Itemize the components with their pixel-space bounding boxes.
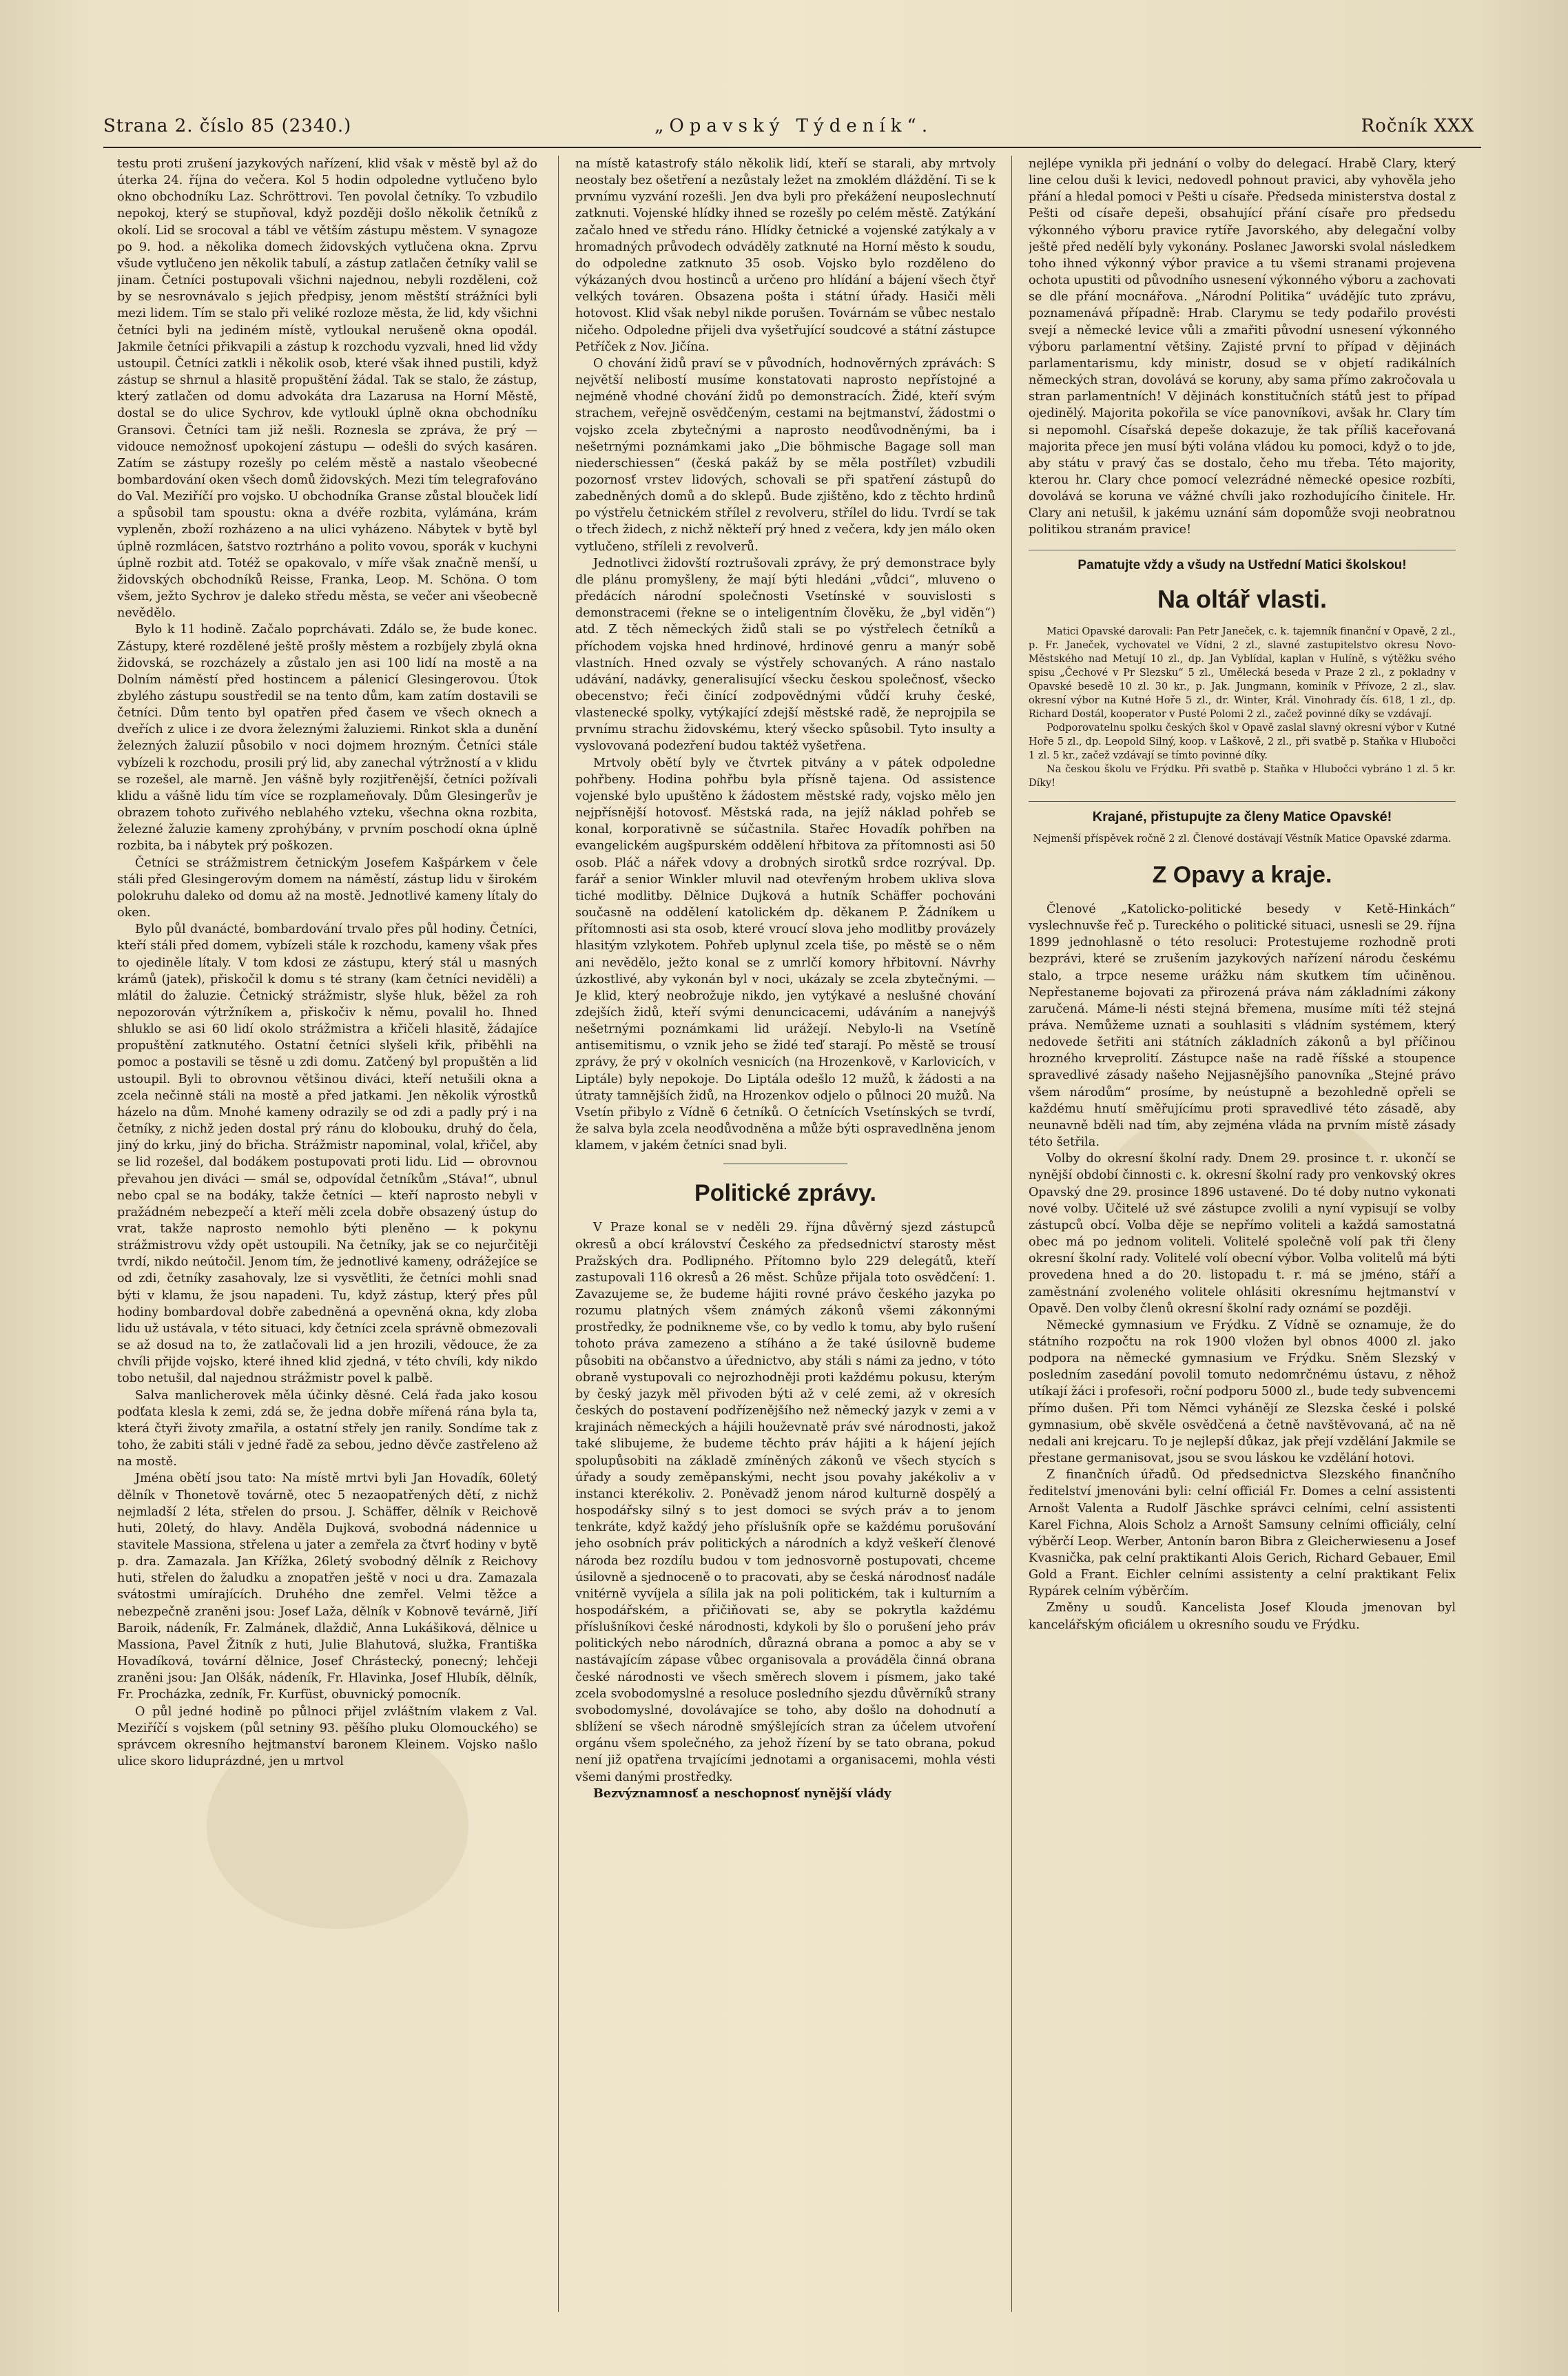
column-divider [1011, 156, 1012, 2312]
section-heading-politicke: Politické zprávy. [694, 1180, 876, 1207]
volume-number: Ročník XXX [1361, 116, 1474, 136]
header-rule [103, 147, 1481, 148]
newspaper-title: „Opavský Týdeník“. [654, 116, 933, 136]
paragraph: Salva manlicherovek měla účinky děsné. Celá řada jako kosou podťata klesla k zemi, zdá se, že jedna dobře mířená rána byla ta, která čtyři životy zmařila, a ostatní střely jen ranily. Sondíme tak z toho, že zabiti stáli v jedné řadě za sebou, jedno děvče zastřeleno až na mostě. [117, 1388, 537, 1469]
paragraph: Z finančních úřadů. Od předsednictva Slezského finančního ředitelství jmenováni byli: celní officiál Fr. Domes a celní assistenti Arnošt Valenta a Rudolf Jäschke správci celními, celní assistenti Karel Fichna, Alois Scholz a Arnošt Samsuny celními officiály, celní výběrčí Leop. Werber, Antonín baron Bibra z Gleicherwiesenu a Josef Kvasnička, pak celní praktikanti Alois Gerich, Richard Gebauer, Emil Gold a Frant. Eichler celními assistenty a celní praktikant Felix Rypárek celním výběrčím. [1029, 1468, 1456, 1599]
paragraph: O půl jedné hodině po půlnoci přijel zvláštním vlakem z Val. Meziříčí s vojskem (půl setniny 93. pěšího pluku Olomouckého) se správcem okresního hejtmanství baronem Kleinem. Vojsko našlo ulice skoro liduprázdné, jen u mrtvol [117, 1704, 537, 1768]
section-heading-oltar: Na oltář vlasti. [1157, 584, 1328, 613]
paragraph: Bylo půl dvanácté, bombardování trvalo přes půl hodiny. Četníci, kteří stáli před domem, vybízeli stále k rozchodu, kameny však přes to ojediněle lítaly. V tom kdosi ze zástupu, který stál u masných krámů (jatek), přiskočil k domu s té strany (kam četníci neviděli) a mlátil do žaluzie. Četnický strážmistr, slyše hluk, běžel za roh nepozorován výtržníkem a, přiskočiv k němu, povalil ho. Ihned shluklo se asi 60 lidí okolo strážmistra a křičeli hlasitě, žádajíce propuštění zatknutého. Ostatní četníci slyšeli křik, přiběhli na pomoc a postavili se těsně u zdi domu. Zatčený byl propuštěn a lid ustoupil. Byli to obrovnou většinou diváci, kteří netušili okna a zcela nečinně stáli na mostě a před jatkami. Jen několik výrostků házelo na dům. Mnohé kameny odrazily se od zdi a padly prý i na četníky, z nichž jeden dostal prý ránu do klobouku, druhý do čela, jiný do krku, jiný do břicha. Strážmistr napominal, volal, křičel, aby se lid rozešel, dal bodákem postupovati proti lidu. Lid — obrovnou převahou jen diváci — smál se, odpovídal četníkům „Stáva!“, ubnul nebo cpal se na bodáky, takže četníci — kteří naprosto nebyli v pražádném nebezpečí a kteří měli zcela dobře obsazený ústup do vrat, takže naprosto nemohlo býti pleněno — k pokynu strážmistrovu vždy opět ustoupili. Na četníky, jak se co nejurčitěji tvrdí, nikdo neútočil. Jenom tím, že jednotlivé kameny, odrážejíce se od zdi, četníky zasahovaly, lze si vysvětliti, že četníci mohli snad býti v klamu, že jsou napadeni. Tu, když zástup, který přes půl hodiny bombardoval dobře zabedněná a opevněná okna, kdy zloba lidu už ustávala, v této situaci, kdy četníci zcela správně obmezovali se až dosud na to, že zatlačovali lid a jen hrozili, vědouce, že za chvíli přijde vojsko, které ihned klid zjedná, v této chvíli, kdy nikdo tobo netušil, dal najednou strážmistr povel k palbě. [117, 922, 537, 1386]
paragraph: Změny u soudů. Kancelista Josef Klouda jmenovan byl kancelářským oficiálem u okresního soudu ve Frýdku. [1029, 1601, 1456, 1632]
paragraph-heading: Bezvýznamnosť a neschopnosť nynější vlády [593, 1786, 891, 1801]
paragraph: Německé gymnasium ve Frýdku. Z Vídně se oznamuje, že do státního rozpočtu na rok 1900 vložen byl obnos 4000 zl. jako podpora na německé gymnasium ve Frýdku. Sněm Slezský v posledním zasedání povolil tomuto nedomrčnému ústavu, z něhož utíkají žáci i profesoři, roční podporu 5000 zl., bude tedy subvencemi přímo dušen. Při tom Němci vyhánějí ze Slezska české i polské gymnasium, obě skvěle osvědčená a četně navštěvovaná, ač na ně nedali ani krejcaru. To je nejlepší důkaz, jak přejí vzdělání Jakmile se přestane germanisovat, jsou se svou láskou ke vzdělání hotovi. [1029, 1318, 1456, 1466]
paragraph: Volby do okresní školní rady. Dnem 29. prosince t. r. ukončí se nynější období činnosti c. k. okresní školní rady pro venkovský okres Opavský dne 29. prosince 1896 ustavené. Do té doby nutno vykonati nové volby. Učitelé už své zástupce zvolili a nyní vypisují se volby zástupců obcí. Volba děje se nepřímo voliteli a každá samostatná obec má po jednom voliteli. Volitelé společně volí pak tři členy okresní školní rady. Volitelé volí obecní výbor. Volba volitelů má býti provedena hned a do 20. listopadu t. r. má se jméno, stáří a zaměstnání zvoleného volitele ohlásiti okresnímu hejtmanství v Opavě. Den volby členů okresní školní rady oznámí se později. [1029, 1152, 1456, 1316]
paragraph: nejlépe vynikla při jednání o volby do delegací. Hrabě Clary, který line celou duši k levici, nedovedl pohnout pravici, aby vyhověla jeho přání a hledal pomoci v Pešti u císaře. Předseda ministerstva dostal z Pešti od císaře depeši, obsahující přání císaře pro předsedu výkonného výboru pravice rytíře Javorského, aby delegační volby ještě před nedělí byly vykonány. Poslanec Jaworski svolal následkem toho ihned výkonný výbor pravice a tu všemi stranami projevena ochota upustiti od původního usnesení výkonného výboru a zachovati se dle přání mocnářova. „Národní Politika“ uvádějíc tuto zprávu, poznamenává případně: Hrab. Clarymu se tedy podařilo provésti svejí a německé levice vůli a zmařiti původní usnesení výkonného výboru parlamentní většiny. Zajisté první to případ v dějinách parlamentarismu, kdy ministr, dosud se v objetí radikálních německých stran, dovolává se koruny, aby sama přímo zakročovala u stran parlamentních! V dějinách konstitučních států jest to případ ojedinělý. Majorita pokořila se více panovníkovi, avšak hr. Clary tím si nepomohl. Císařská depeše dokazuje, že tak příliš kaceřovaná majorita přece jen musí býti volána vládou ku pomoci, když o to jde, aby státu v pravý čas se dostalo, čeho mu třeba. Této majority, kterou hr. Clary chce pomocí velezrádné německé opesice rozbíti, dovolává se koruna ve vážné chvíli jako rozhodujícího činitele. Hr. Clary ani netušil, k jakému uznání sám dopomůže svoji neobratnou politikou stranám pravice! [1029, 157, 1456, 537]
paragraph: Jednotlivci židovští roztrušovali zprávy, že prý demonstrace byly dle plánu promyšleny, že mají býti hledáni „vůdci“, mluveno o předácích národní společnosti Vsetínské v souvislosti s demonstracemi (řekne se o inteligentním člověku, že „byl viděn“) atd. Z těch německých židů stali se po výstřelech četníků a příchodem vojska hned hrdinové, hrdinové genru a manýr sobě vlastních. Hned ozvaly se výstřely schovaných. A ráno nastalo udávání, nadávky, generalisující všecku českou společnosť, všecko obecenstvo; řeči činící zodpovědnými vůdčí kruhy české, vlastenecké spolky, vytýkající zdejší městské radě, že neprojpila se prvnímu strachu židovskému, který všecko spůsobil. Tyto insulty a vyslovovaná podezření budou taktéž vyšetřena. [575, 556, 996, 754]
paragraph: Jména obětí jsou tato: Na místě mrtvi byli Jan Hovadík, 60letý dělník v Thonetově továrně, otec 5 nezaopatřených dětí, z nichž nejmladší 2 léta, střelen do prsou. J. Schäffer, dělník v Reichově huti, 20letý, do hlavy. Anděla Dujková, svobodná nádennice u stavitele Massiona, střelena u jater a zemřela za čtvrť hodiny v bytě p. dra. Zamazala. Jan Křížka, 26letý svobodný dělník z Reichovy huti, střelen do žaludku a znopatřen ještě v noci u dra. Zamazala svátostmi umírajících. Druhého dne zemřel. Velmi těžce a nebezpečně zraněni jsou: Josef Laža, dělník v Kobnově tevárně, Jiří Baroik, nádeník, Fr. Zalmánek, dlaždič, Anna Lukášiková, dělnice u Massiona, Pavel Žitník z huti, Julie Blahutová, služka, Františka Hovadíková, tovární dělnice, Josef Chrástecký, ponecný; lehčeji zraněni jsou: Jan Olšák, nádeník, Fr. Hlavinka, Josef Hlubík, dělník, Fr. Procházka, zedník, Fr. Kurfüst, obuvnický pomocník. [117, 1471, 537, 1702]
paragraph: O chování židů praví se v původních, hodnověrných zprávách: S největší nelibostí musíme konstatovati naprosto nepřístojné a nejméně vhodné chování židů po demonstracích. Židé, kteří svým strachem, veřejně osvědčeným, cestami na bejtmanství, žádostmi o vojsko zcela zbytečnými a naprosto neodůvodněnými, ba i nešetrnými poznámkami jako „Die böhmische Bagage soll man niederschiessen“ (česká pakáž by se měla postřílet) vzbudili pozornosť vrstev lidových, schovali se při spatření zástupů do zabedněných domů a do sklepů. Bude zjištěno, kdo z těchto hrdinů po výstřelu četnickém střílel z revolveru, střílel do lidu. Tvrdí se tak o třech židech, z nichž někteří prý hned z večera, kdy jen málo oken vytlučeno, stříleli z revolverů. [575, 356, 996, 554]
page-number: Strana 2. číslo 85 (2340.) [103, 116, 352, 136]
paragraph: Mrtvoly obětí byly ve čtvrtek pitvány a v pátek odpoledne pohřbeny. Hodina pohřbu byla přísně tajena. Od assistence vojenské bylo upuštěno k žádostem městské rady, vojsko mělo jen nejpřísnější hotovosť. Městská rada, na jejíž náklad pohřeb se konal, korporativně se súčastnila. Stařec Hovadík pohřben na evangelickém augšpurském oddělení hřbitova za přítomnosti asi 50 osob. Pláč a nářek vdovy a drobných sirotků srdce rozrýval. Dp. farář a senior Winkler mluvil nad otevřeným hrobem ukliva slova tiché modlitby. Dělnice Dujková a hutník Schäffer pochováni současně na oddělení katolickém dp. děkanem P. Žádníkem u přítomnosti asi sta osob, které vroucí slova jeho modlitby provázely hlasitým vzlykotem. Pohřeb uplynul zcela tiše, po městě se o něm ani nevědělo, ježto konal se z umrlčí komory hřbitovní. Návrhy úzkostlivé, aby vykonán byl v noci, ukázaly se zcela zbytečnými. — Je klid, který neobrožuje nikdo, jen vytýkavé a neslušné chování zdejších židů, kteří svými denuncicacemi, udáváním a nanejvýš nešetrnými poznámkami lid urážejí. Nebylo-li na Vsetíně antisemitismu, o vznik jeho se židé teď starají. Po městě se trousí zprávy, že prý v okolních vesnicích (na Hrozenkově, v Karlovicích, v Liptále) byly nepokoje. Do Liptála odešlo 12 mužů, k žádosti a na útraty tamnějších židů, na Hrozenkov odjelo o půlnoci 20 mužů. Na Vsetín přibylo z Vídně 6 četníků. O četnících Vsetínských se tvrdí, že salva byla zcela neodůvodněna a může býti ospravedlněna jenom klamem, v jakém četníci snad byli. [575, 756, 996, 1153]
krajane-banner: Krajané, přistupujte za členy Matice Opavské! [1029, 801, 1456, 825]
article-column-2 [575, 156, 996, 2322]
paragraph: testu proti zrušení jazykových nařízení, klid však v městě byl až do úterka 24. října do večera. Kol 5 hodin odpoledne vytlučeno bylo okno obchodníku Laz. Schröttrovi. Ten povolal četníky. To vzbudilo nepokoj, který se stupňoval, když později došlo několik četníků z okolí. Lid se srocoval a tábl ve větším zástupu městem. V synagoze po 9. hod. a několika domech židovských vytlučena okna. Zprvu všude vytlučeno jen několik tabulí, a zástup zatlačen četníky valil se jinam. Četníci postupovali všichni najednou, nebyli rozděleni, což by se nesrovnávalo s jejich předpisy, jenom městští strážníci byli mezi lidem. Tím se stalo při veliké rozloze města, že lid, kdy všichni četníci byli na jediném místě, vytloukal nerušeně okna opodál. Jakmile četníci přikvapili a zástup k rozchodu vyzvali, hned lid vždy ustoupil. Četníci zatkli i několik osob, které však ihned pustili, když zástup se shrnul a hlasitě propuštění žádal. Tak se stalo, že zástup, který zatlačen od domu advokáta dra Lazarusa na Horní Městě, dostal se do ulice Sychrov, kde vytloukl úplně okna obchodníku Gransovi. Četníci tam již nešli. Roznesla se zpráva, že prý — vidouce nemožnosť upokojení zástupu — odešli do svých kasáren. Zatím se zástupy rozešly po celém městě a nastalo všeobecné bombardování oken všech domů židovských. Mezi tím telegrafováno do Val. Meziříčí pro vojsko. U obchodníka Granse zůstal blouček lidí a spůsobil tam spoustu: okna a dvéře rozbita, vylámána, krám vypleněn, zboží rozházeno a na ulici vyházeno. Nábytek v bytě byl úplně rozmlácen, šatstvo roztrháno a polito vovou, sporák v kuchyni úplně rozbit atd. Totéž se opakovalo, v míře však značně menší, u židovských obchodníků Reisse, Franka, Leop. M. Schöna. O tom všem, ježto Sychrov je daleko středu města, se večer ani všeobecně nevědělo. [117, 157, 537, 621]
donation-notice: Matici Opavské darovali: Pan Petr Janeček, c. k. tajemník finanční v Opavě, 2 zl., p. Fr. Janeček, vychovatel ve Vídni, 2 zl., slavné zastupitelstvo okresu Novo-Městského nad Metují 10 zl., dp. Jan Vyblídal, kaplan v Hulíně, s výtěžku svého spisu „Čechové v Pr Slezsku“ 5 zl., Umělecká beseda v Praze 2 zl., z pokladny v Opavské besedě 10 zl. 30 kr., p. Jak. Jungmann, kominík v Přívoze, 2 zl., slav. okresní výbor na Kutné Hoře 5 zl., dr. Winter, Král. Vinohrady čís. 618, 1 zl., dp. Richard Dostál, kooperator v Pusté Polomi 2 zl., začež povinné díky se vzdávají. [1029, 626, 1456, 720]
paragraph: Bylo k 11 hodině. Začalo poprchávati. Zdálo se, že bude konec. Zástupy, které rozdělené ještě prošly městem a rozbíjely zbylá okna židovská, se rozcházely a zůstalo jen asi 100 lidí na mostě a na Dolním náměstí před hostincem a pálenicí Glesingerovou. Útok zbylého zástupu soustředil se na tento dům, kam zatím dostavili se četníci. Dům tento byl opatřen před časem ve všech oknech a dveřích z ulice i ze dvora železnými žaluziemi. Rinkot skla a dunění železných žaluzií působilo v noci dojmem hrozným. Četníci stále vybízeli k rozchodu, prosili prý lid, aby zanechal výtržností a v klidu se rozešel, ale marně. Jen vášně byly rozjitřenější, četníci požívali klidu a vášně lidu tím více se rozplameňovaly. Dům Glesingerův je obrazem tohoto zuřivého neblahého vzteku, všechna okna rozbita, železné žaluzie kameny zprohýbány, v prvním poschodí okna úplně rozbita, ba i nábytek prý poškozen. [117, 623, 537, 854]
donation-notice: Podporovatelnu spolku českých škol v Opavě zaslal slavný okresní výbor v Kutné Hoře 5 zl., dp. Leopold Silný, koop. v Laškově, 2 zl., při svatbě p. Staňka v Hlubočci 1 zl. 5 kr., začež vzdávají se tímto povinné díky. [1029, 722, 1456, 761]
matice-banner: Pamatujte vždy a všudy na Ustřední Matici školskou! [1029, 550, 1456, 574]
paragraph: Četníci se strážmistrem četnickým Josefem Kašpárkem v čele stáli před Glesingerovým domem na náměstí, zástup lidu v širokém polokruhu daleko od domu až na mostě. Jednotlivé kameny lítaly do oken. [117, 856, 537, 920]
article-column-3 [1029, 156, 1456, 2322]
page-header [103, 116, 1474, 141]
donation-notice: Na českou školu ve Frýdku. Při svatbě p. Staňka v Hlubočci vybráno 1 zl. 5 kr. Díky! [1029, 763, 1456, 789]
krajane-subtitle: Nejmenší příspěvek ročně 2 zl. Členové dostávají Věstník Matice Opavské zdarma. [1033, 833, 1452, 845]
article-column-1 [117, 156, 537, 2322]
paragraph: na místě katastrofy stálo několik lidí, kteří se starali, aby mrtvoly neostaly bez ošetření a nezůstaly ležet na zmoklém dláždění. Ti se k prvnímu vyzvání rozešli. Jen dva byli pro překážení neuposlechnutí zatknuti. Vojenské hlídky ihned se rozešly po celém městě. Zatýkání začalo hned ve středu ráno. Hlídky četnické a vojenské zatýkaly a v hromadných průvodech odváděly zatknuté na Horní město k soudu, do odpoledne zatknuto 35 osob. Vojsko bylo rozděleno do výkázaných dvou hostinců a určeno pro hlídání a bájení všech čtyř velkých továren. Obsazena pošta i státní úřady. Hasiči měli hotovost. Klid však nebyl nikde porušen. Továrnám se vůbec nestalo ničeho. Odpoledne přijeli dva vyšetřující soudcové a státní zástupce Petříček z Nov. Jičína. [575, 157, 996, 354]
paragraph: V Praze konal se v neděli 29. října důvěrný sjezd zástupců okresů a obcí království Českého za předsednictví starosty měst Pražských dra. Podlipného. Přítomno bylo 229 delegátů, kteří zastupovali 116 okresů a 26 měst. Schůze přijala toto osvědčení: 1. Zavazujeme se, že budeme hájiti rovné právo českého jazyka po rozumu platných všem známých zákonů všemi zákonnými prostředky, že podnikneme vše, co by vedlo k tomu, aby bylo rušení tohoto práva zamezeno a stíháno a že také úsilovně budeme působiti na občanstvo a úřednictvo, aby stáli s námi za jedno, v tóto obraně vystupovali co nejrozhodněji proti každému pokusu, kterým by český jazyk měl přivoden býti až v celé zemi, až v okresích českých do postavení podřízenějšího než německý jazyk v zemi a v krajinách německých a hájili houževnatě práv své národnosti, jakož také slibujeme, že budeme těchto práv hájiti a k hájení jejích spolupůsobiti na základě zmíněných zákonů ve všech stycích s úřady a soudy zeměpanskými, necht jsou povahy jakékoliv a v instanci kterékoliv. 2. Poněvadž jenom národ kulturně dospělý a hospodářsky silný s to jest domoci se svých práv a to jenom tenkráte, když každý jeho příslušník opře se každému porušování jeho osobních práv politických a národních a když veškeří členové národa bez rozdílu budou v tom jednosvorně postupovati, chceme úsilovně a sjednoceně o to pracovati, aby se česká národnosť nadále vnitérně vyvíjela a sílila jak na poli politickém, tak i kulturním a hospodářském, a přičiňovati se, aby se pokrytla každému příslušníkovi české národnosti, kdykoli by šlo o porušení jeho práv politických nebo národních, důrazná obrana a pomoc a aby se v nastávajícím zápase vůbec organisovala a prováděla činná obrana české národnosti ve všech směrech slovem i písmem, jako také zcela svobodomyslné a resoluce posledního sjezdu důvěrníků strany svobodomyslné, dovolávajíce se toho, aby došlo na dohodnutí a sblížení se všech národně smýšlejících stran za účelem utvoření orgánu všem společného, za jehož řízení by se tato obrana, pokud není již opatřena trvajícími jednotami a organisacemi, mohla vésti všemi danými prostředky. [575, 1221, 996, 1784]
section-heading-opava: Z Opavy a kraje. [1152, 861, 1332, 888]
column-divider [558, 156, 559, 2312]
paragraph: Členové „Katolicko-politické besedy v Ketě-Hinkách“ vyslechnuvše řeč p. Tureckého o politické situaci, usnesli se 29. října 1899 jednohlasně o této resoluci: Protestujeme rozhodně proti bezprávi, které se zrušením jazykových nařízení národu českému stalo, a trpce neseme urážku nám skutkem tím učiněnou. Nepřestaneme bojovati za přirozená práva nám základními zákony zaručená. Máme-li nésti stejná břemena, musíme míti též stejná práva. Nemůžeme uznati a souhlasiti s vládním systémem, který nedovede šetřiti ani státních základních zákonů a byl příčinou hrozného krveprolití. Zástupce naše na radě říšské a stoupence spravedlivé zásady našeho Nejjasnějšího panovníka „Stejné právo všem národům“ prosíme, by neústupně a bezohledně opřeli se každému hnutí směřujícímu proti spravedlivé této zásadě, aby neunavně bděli nad tím, aby zejména vláda na prvním místě zásady této šetřila. [1029, 902, 1456, 1150]
